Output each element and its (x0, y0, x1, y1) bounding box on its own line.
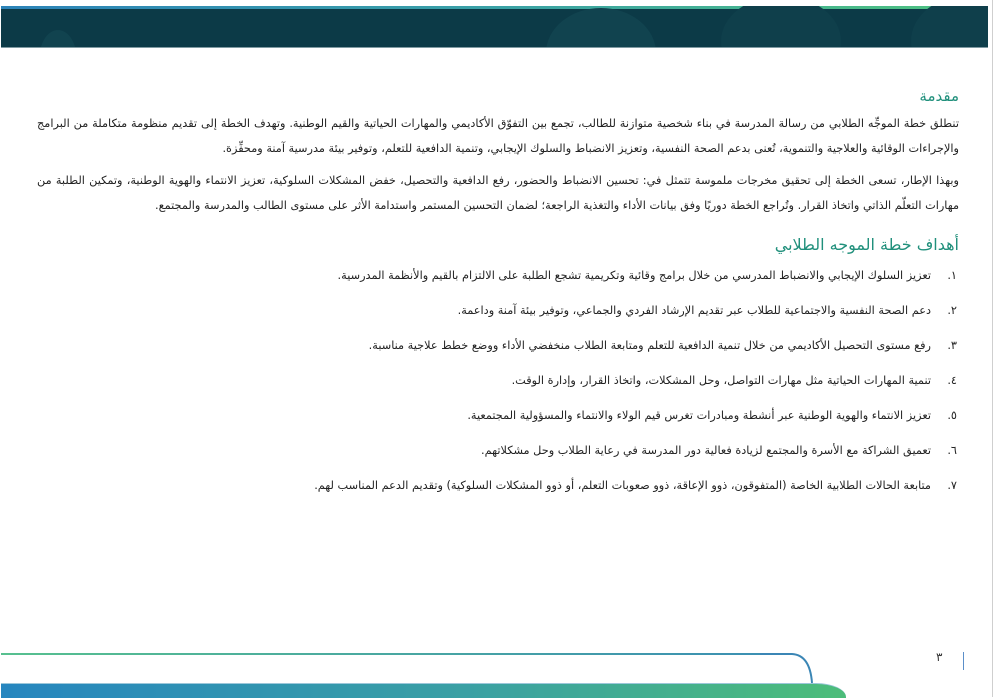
goal-text: دعم الصحة النفسية والاجتماعية للطلاب عبر تقديم الإرشاد الفردي والجماعي، وتوفير بيئة آمنة وداعمة. (457, 304, 931, 317)
goal-number: ٢. (947, 304, 957, 317)
goal-item (37, 266, 959, 286)
goal-text: تعزيز السلوك الإيجابي والانضباط المدرسي من خلال برامج وقائية وتكريمية تشجع الطلبة على الالتزام بالقيم والأنظمة المدرسية. (337, 269, 931, 282)
footer-gradient-line (1, 653, 776, 655)
goals-heading: أهداف خطة الموجه الطلابي (774, 235, 959, 254)
goal-text: رفع مستوى التحصيل الأكاديمي من خلال تنمية الدافعية للتعلم ومتابعة الطلاب منخفضي الأداء ووضع خطط علاجية مناسبة. (368, 339, 931, 352)
goal-item (37, 371, 959, 391)
goal-number: ٤. (947, 374, 957, 387)
header-decor-shape (721, 6, 841, 48)
header-decor-shape (39, 30, 77, 48)
intro-paragraph: وبهذا الإطار، تسعى الخطة إلى تحقيق مخرجات ملموسة تتمثل في: تحسين الانضباط والحضور، رفع الدافعية والتحصيل، خفض المشكلات السلوكية، تعزيز الانتماء والهوية الوطنية، وتمكين الطلبة من مهارات التعلّم الذاتي واتخاذ القرار. وتُراجع الخطة دوريًا وفق بيانات الأداء والتغذية الراجعة؛ لضمان التحسين المستمر واستدامة الأثر على مستوى الطالب والمدرسة والمجتمع. (37, 174, 959, 212)
goal-number: ١. (947, 269, 957, 282)
header-decor-shape (546, 8, 656, 48)
goal-item (37, 406, 959, 426)
goals-list (37, 266, 959, 496)
header-decor-shape (911, 6, 988, 48)
goal-item (37, 301, 959, 321)
intro-paragraph: تنطلق خطة الموجِّه الطلابي من رسالة المدرسة في بناء شخصية متوازنة للطالب، تجمع بين التفوّق الأكاديمي والمهارات الحياتية والقيم الوطنية. وتهدف الخطة إلى تقديم منظومة متكاملة من البرامج والإجراءات الوقائية والعلاجية والتنموية، تُعنى بدعم الصحة النفسية، وتعزيز الانضباط والسلوك الإيجابي، وتنمية الدافعية للتعلم، وتوفير بيئة مدرسية آمنة ومحفِّزة. (37, 117, 959, 155)
document-content (37, 82, 959, 511)
page-edge-border (992, 0, 993, 697)
header-gradient-line (1, 6, 988, 9)
header-banner (1, 6, 988, 48)
goal-item (37, 336, 959, 356)
goal-text: تنمية المهارات الحياتية مثل مهارات التواصل، وحل المشكلات، واتخاذ القرار، وإدارة الوقت. (511, 374, 931, 387)
goal-number: ٦. (947, 444, 957, 457)
intro-heading: مقدمة (919, 87, 959, 105)
footer-curve-decor (760, 653, 830, 685)
goal-number: ٣. (947, 339, 957, 352)
page-number-divider (963, 652, 964, 670)
footer-gradient-band (1, 683, 846, 698)
goal-number: ٧. (947, 479, 957, 492)
goal-text: تعميق الشراكة مع الأسرة والمجتمع لزيادة فعالية دور المدرسة في رعاية الطلاب وحل مشكلاتهم. (481, 444, 931, 457)
goal-number: ٥. (947, 409, 957, 422)
page-number: ٣ (936, 650, 943, 664)
goal-item (37, 441, 959, 461)
goal-item (37, 476, 959, 496)
goal-text: متابعة الحالات الطلابية الخاصة (المتفوقون، ذوو الإعاقة، ذوو صعوبات التعلم، أو ذوو المشكلات السلوكية) وتقديم الدعم المناسب لهم. (314, 479, 931, 492)
goal-text: تعزيز الانتماء والهوية الوطنية عبر أنشطة ومبادرات تغرس قيم الولاء والانتماء والمسؤولية المجتمعية. (467, 409, 931, 422)
